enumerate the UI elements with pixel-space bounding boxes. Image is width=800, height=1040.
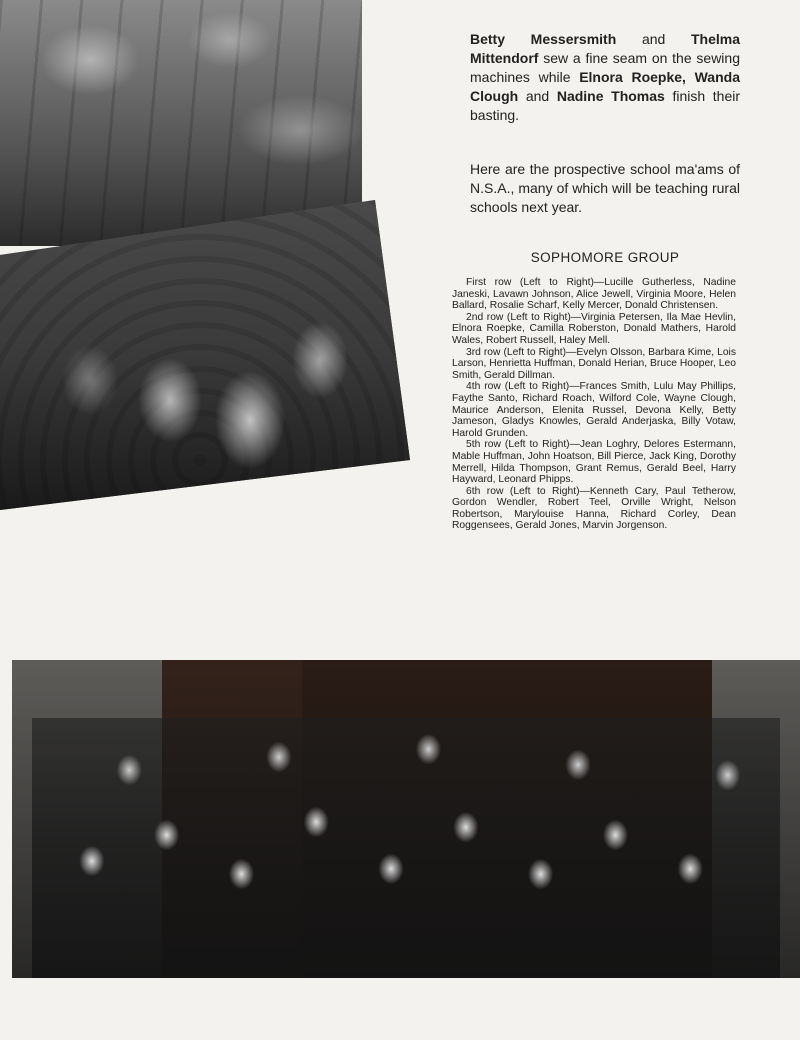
caption-name: Thelma Mittendorf — [470, 31, 740, 66]
caption-text: and — [616, 31, 691, 47]
roster-row: First row (Left to Right)—Lucille Gutherless, Nadine Janeski, Lavawn Johnson, Alice Jewell, Virginia Moore, Helen Ballard, Rosalie Scharf, Kelly Mercer, Donald Christensen. — [452, 277, 736, 312]
caption-name: Nadine Thomas — [556, 88, 665, 104]
teachers-caption: Here are the prospective school ma'ams of N.S.A., many of which will be teaching rural schools next year. — [470, 161, 740, 215]
sophomore-roster — [452, 277, 736, 532]
student-crowd — [32, 718, 780, 978]
roster-row: 3rd row (Left to Right)—Evelyn Olsson, Barbara Kime, Lois Larson, Henrietta Huffman, Donald Herian, Bruce Hooper, Leo Smith, Gerald Dillman. — [452, 346, 736, 381]
caption-text: sew a fine seam on the sewing machines while — [470, 50, 740, 85]
prospective-teachers-photo — [0, 200, 410, 510]
caption-text: finish their basting. — [470, 88, 740, 123]
photo-shading — [0, 0, 362, 246]
roster-row: 2nd row (Left to Right)—Virginia Petersen, Ila Mae Hevlin, Elnora Roepke, Camilla Roberston, Donald Mathers, Harold Wales, Robert Russell, Haley Mell. — [452, 311, 736, 346]
sophomore-group-photo — [12, 660, 800, 978]
roster-row: 4th row (Left to Right)—Frances Smith, Lulu May Phillips, Faythe Santo, Richard Roach, Wilford Cole, Wayne Clough, Maurice Anderson, Elenita Russel, Devona Kelly, Betty Jameson, Gladys Knowles, Gerald Anderjaska, Billy Votaw, Harold Grunden. — [452, 381, 736, 439]
sewing-class-photo — [0, 0, 362, 246]
photo-shading — [0, 200, 410, 510]
roster-row: 6th row (Left to Right)—Kenneth Cary, Paul Tetherow, Gordon Wendler, Robert Teel, Orville Wright, Nelson Robertson, Marylouise Hanna, Richard Corley, Dean Roggensees, Gerald Jones, Marvin Jorgenson. — [452, 485, 736, 532]
caption-name: Betty Messersmith — [470, 31, 617, 47]
roster-row: 5th row (Left to Right)—Jean Loghry, Delores Estermann, Mable Huffman, John Hoatson, Bill Pierce, Jack King, Dorothy Merrell, Hilda Thompson, Grant Remus, Gerald Beel, Harry Hayward, Leonard Phipps. — [452, 439, 736, 486]
sewing-caption — [470, 30, 740, 125]
group-title: SOPHOMORE GROUP — [530, 250, 680, 265]
caption-text: and — [518, 88, 557, 104]
caption-name: Elnora Roepke, Wanda Clough — [470, 69, 740, 104]
